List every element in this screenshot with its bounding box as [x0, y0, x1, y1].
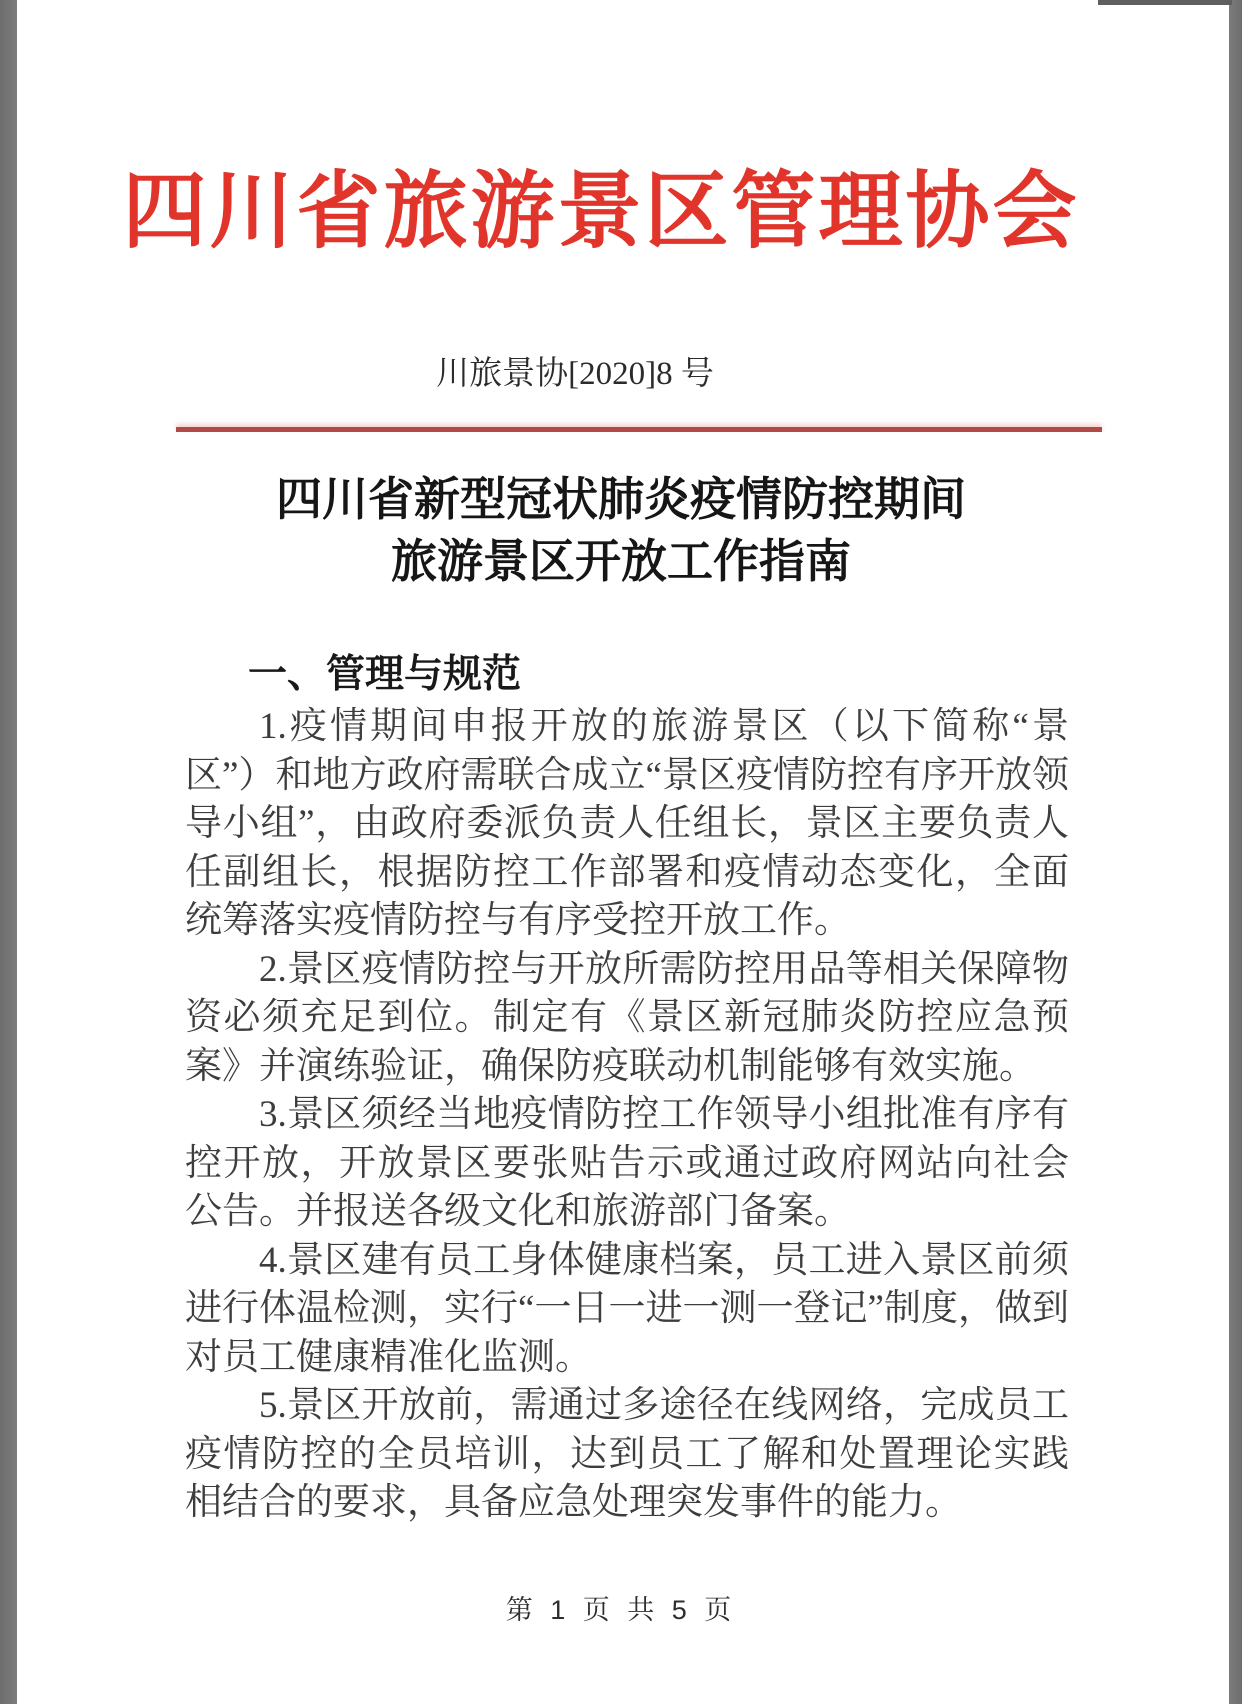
- page-number-footer: 第 1 页 共 5 页: [505, 1595, 737, 1625]
- scan-edge-right: [1229, 0, 1242, 1704]
- document-title-line1: 四川省新型冠状肺炎疫情防控期间: [276, 473, 966, 525]
- red-divider-line: [176, 427, 1102, 432]
- document-title: [0, 468, 1242, 592]
- document-title-line2: 旅游景区开放工作指南: [391, 535, 851, 587]
- document-body: [185, 703, 1069, 1528]
- paragraph-5: 5.景区开放前，需通过多途径在线网络，完成员工疫情防控的全员培训，达到员工了解和处置理论实践相结合的要求，具备应急处理突发事件的能力。: [185, 1385, 1069, 1523]
- paragraph-3: 3.景区须经当地疫情防控工作领导小组批准有序有控开放，开放景区要张贴告示或通过政府网站向社会公告。并报送各级文化和旅游部门备案。: [185, 1094, 1069, 1232]
- organization-title: 四川省旅游景区管理协会: [122, 166, 1080, 259]
- scan-edge-top: [1098, 0, 1232, 5]
- paragraph-4: 4.景区建有员工身体健康档案，员工进入景区前须进行体温检测，实行“一日一进一测一登记”制度，做到对员工健康精准化监测。: [185, 1239, 1069, 1378]
- paragraph-1: 1.疫情期间申报开放的旅游景区（以下简称“景区”）和地方政府需联合成立“景区疫情防控有序开放领导小组”，由政府委派负责人任组长，景区主要负责人任副组长，根据防控工作部署和疫情动态变化，全面统筹落实疫情防控与有序受控开放工作。: [185, 706, 1069, 941]
- paragraph-2: 2.景区疫情防控与开放所需防控用品等相关保障物资必须充足到位。制定有《景区新冠肺炎防控应急预案》并演练验证，确保防疫联动机制能够有效实施。: [185, 948, 1069, 1087]
- section-heading: 一、管理与规范: [248, 653, 522, 696]
- scan-edge-left: [0, 0, 17, 1704]
- document-number: 川旅景协[2020]8 号: [436, 356, 714, 392]
